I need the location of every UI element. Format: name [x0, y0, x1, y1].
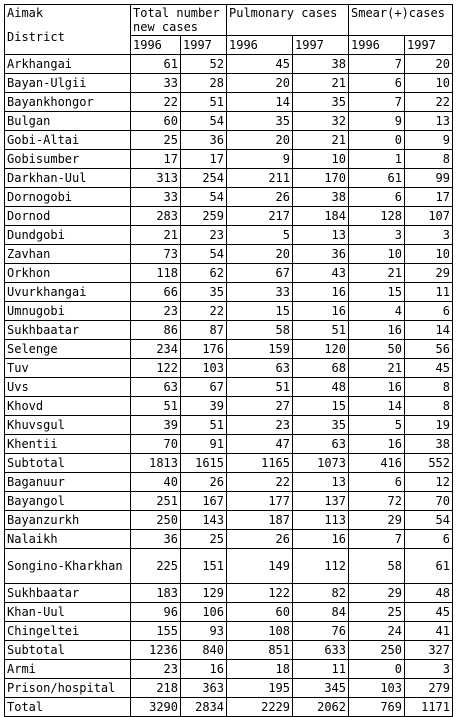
row-value-cell: 103: [349, 679, 405, 698]
row-value-cell: 25: [181, 530, 227, 549]
row-value-cell: 70: [405, 492, 453, 511]
row-value-cell: 21: [293, 74, 349, 93]
table-header: [5, 5, 453, 55]
row-value-cell: 45: [405, 603, 453, 622]
row-value-cell: 2062: [293, 698, 349, 717]
row-district-name: Nalaikh: [5, 530, 131, 549]
table-row: [5, 584, 453, 603]
row-value-cell: 61: [131, 55, 181, 74]
table-row: [5, 492, 453, 511]
row-value-cell: 54: [405, 511, 453, 530]
table-row: [5, 283, 453, 302]
row-value-cell: 50: [349, 340, 405, 359]
row-district-name: Baganuur: [5, 473, 131, 492]
header-year-0: 1996: [131, 36, 181, 55]
row-value-cell: 187: [227, 511, 293, 530]
row-district-name: Tuv: [5, 359, 131, 378]
row-district-name: Prison/hospital: [5, 679, 131, 698]
row-value-cell: 10: [405, 245, 453, 264]
tb-cases-table: [4, 4, 453, 717]
row-value-cell: 54: [181, 112, 227, 131]
row-value-cell: 23: [227, 416, 293, 435]
row-value-cell: 41: [405, 622, 453, 641]
row-value-cell: 20: [227, 245, 293, 264]
row-value-cell: 0: [349, 131, 405, 150]
header-year-4: 1996: [349, 36, 405, 55]
row-value-cell: 63: [227, 359, 293, 378]
row-value-cell: 63: [293, 435, 349, 454]
row-value-cell: 6: [405, 530, 453, 549]
table-row: [5, 55, 453, 74]
row-district-name: Total: [5, 698, 131, 717]
row-value-cell: 184: [293, 207, 349, 226]
row-value-cell: 28: [181, 74, 227, 93]
row-value-cell: 552: [405, 454, 453, 473]
row-value-cell: 20: [405, 55, 453, 74]
table-row: [5, 603, 453, 622]
header-aimak-district: [5, 5, 131, 55]
table-row: [5, 74, 453, 93]
row-district-name: Songino-Kharkhan: [5, 549, 131, 584]
row-value-cell: 17: [131, 150, 181, 169]
row-district-name: Arkhangai: [5, 55, 131, 74]
row-district-name: Bulgan: [5, 112, 131, 131]
row-value-cell: 1073: [293, 454, 349, 473]
row-value-cell: 35: [181, 283, 227, 302]
row-value-cell: 5: [227, 226, 293, 245]
row-value-cell: 1165: [227, 454, 293, 473]
row-district-name: Bayankhongor: [5, 93, 131, 112]
row-value-cell: 112: [293, 549, 349, 584]
row-district-name: Umnugobi: [5, 302, 131, 321]
row-value-cell: 29: [405, 264, 453, 283]
row-value-cell: 3290: [131, 698, 181, 717]
row-value-cell: 61: [405, 549, 453, 584]
row-value-cell: 58: [349, 549, 405, 584]
row-value-cell: 99: [405, 169, 453, 188]
row-value-cell: 1236: [131, 641, 181, 660]
row-value-cell: 151: [181, 549, 227, 584]
row-value-cell: 61: [349, 169, 405, 188]
row-value-cell: 7: [349, 55, 405, 74]
row-district-name: Sukhbaatar: [5, 321, 131, 340]
row-value-cell: 39: [131, 416, 181, 435]
row-value-cell: 225: [131, 549, 181, 584]
row-value-cell: 82: [293, 584, 349, 603]
row-district-name: Chingeltei: [5, 622, 131, 641]
table-row: [5, 511, 453, 530]
row-district-name: Dornogobi: [5, 188, 131, 207]
row-value-cell: 33: [131, 188, 181, 207]
row-value-cell: 106: [181, 603, 227, 622]
row-value-cell: 3: [349, 226, 405, 245]
header-smear-cases: [349, 5, 453, 36]
row-value-cell: 66: [131, 283, 181, 302]
row-value-cell: 107: [405, 207, 453, 226]
row-value-cell: 91: [181, 435, 227, 454]
row-district-name: Orkhon: [5, 264, 131, 283]
row-value-cell: 0: [349, 660, 405, 679]
table-row: [5, 397, 453, 416]
row-value-cell: 38: [405, 435, 453, 454]
row-value-cell: 17: [181, 150, 227, 169]
header-district-label: District: [7, 30, 65, 44]
table-row: [5, 473, 453, 492]
row-value-cell: 769: [349, 698, 405, 717]
row-value-cell: 45: [405, 359, 453, 378]
table-row: [5, 226, 453, 245]
row-district-name: Armi: [5, 660, 131, 679]
row-value-cell: 11: [293, 660, 349, 679]
row-value-cell: 6: [349, 74, 405, 93]
row-value-cell: 38: [293, 55, 349, 74]
row-value-cell: 23: [181, 226, 227, 245]
row-value-cell: 51: [131, 397, 181, 416]
row-value-cell: 16: [349, 435, 405, 454]
row-value-cell: 1813: [131, 454, 181, 473]
table-row: [5, 302, 453, 321]
row-value-cell: 22: [227, 473, 293, 492]
table-row: [5, 93, 453, 112]
row-value-cell: 20: [227, 131, 293, 150]
row-value-cell: 633: [293, 641, 349, 660]
row-value-cell: 54: [181, 245, 227, 264]
row-value-cell: 149: [227, 549, 293, 584]
row-value-cell: 16: [293, 283, 349, 302]
row-value-cell: 217: [227, 207, 293, 226]
row-value-cell: 38: [293, 188, 349, 207]
row-value-cell: 21: [131, 226, 181, 245]
row-value-cell: 33: [227, 283, 293, 302]
row-value-cell: 24: [349, 622, 405, 641]
row-district-name: Khan-Uul: [5, 603, 131, 622]
row-value-cell: 9: [405, 131, 453, 150]
table-row: [5, 264, 453, 283]
row-value-cell: 15: [293, 397, 349, 416]
row-district-name: Bayanzurkh: [5, 511, 131, 530]
table-row: [5, 641, 453, 660]
table-row: [5, 169, 453, 188]
table-row: [5, 131, 453, 150]
row-value-cell: 167: [181, 492, 227, 511]
row-value-cell: 250: [349, 641, 405, 660]
row-value-cell: 87: [181, 321, 227, 340]
row-value-cell: 17: [405, 188, 453, 207]
row-value-cell: 122: [227, 584, 293, 603]
row-value-cell: 137: [293, 492, 349, 511]
row-value-cell: 103: [181, 359, 227, 378]
row-value-cell: 118: [131, 264, 181, 283]
row-value-cell: 21: [349, 264, 405, 283]
row-value-cell: 68: [293, 359, 349, 378]
row-value-cell: 27: [227, 397, 293, 416]
row-value-cell: 35: [227, 112, 293, 131]
row-value-cell: 16: [349, 321, 405, 340]
row-district-name: Khuvsgul: [5, 416, 131, 435]
row-value-cell: 29: [349, 511, 405, 530]
row-value-cell: 6: [349, 188, 405, 207]
row-district-name: Selenge: [5, 340, 131, 359]
row-value-cell: 15: [349, 283, 405, 302]
row-value-cell: 21: [293, 131, 349, 150]
row-value-cell: 62: [181, 264, 227, 283]
row-value-cell: 12: [405, 473, 453, 492]
row-value-cell: 72: [349, 492, 405, 511]
header-pulmonary-cases: [227, 5, 349, 36]
row-value-cell: 7: [349, 93, 405, 112]
row-district-name: Bayan-Ulgii: [5, 74, 131, 93]
table-row: [5, 435, 453, 454]
row-value-cell: 63: [131, 378, 181, 397]
row-value-cell: 211: [227, 169, 293, 188]
table-row: [5, 359, 453, 378]
row-district-name: Subtotal: [5, 641, 131, 660]
row-value-cell: 416: [349, 454, 405, 473]
row-value-cell: 851: [227, 641, 293, 660]
row-value-cell: 14: [349, 397, 405, 416]
table-row: [5, 622, 453, 641]
row-district-name: Khovd: [5, 397, 131, 416]
row-value-cell: 9: [227, 150, 293, 169]
table-row: [5, 549, 453, 584]
row-value-cell: 86: [131, 321, 181, 340]
header-total-line2: new cases: [133, 20, 199, 34]
row-value-cell: 8: [405, 378, 453, 397]
row-value-cell: 122: [131, 359, 181, 378]
row-value-cell: 143: [181, 511, 227, 530]
header-year-1: 1997: [181, 36, 227, 55]
row-value-cell: 35: [293, 93, 349, 112]
row-value-cell: 51: [227, 378, 293, 397]
header-year-5: 1997: [405, 36, 453, 55]
table-row: [5, 245, 453, 264]
table-row: [5, 378, 453, 397]
row-value-cell: 2834: [181, 698, 227, 717]
row-value-cell: 48: [293, 378, 349, 397]
row-value-cell: 22: [131, 93, 181, 112]
row-value-cell: 26: [181, 473, 227, 492]
header-total-new-cases: [131, 5, 227, 36]
row-value-cell: 6: [349, 473, 405, 492]
row-district-name: Gobisumber: [5, 150, 131, 169]
row-value-cell: 29: [349, 584, 405, 603]
row-value-cell: 2229: [227, 698, 293, 717]
row-value-cell: 84: [293, 603, 349, 622]
row-value-cell: 51: [181, 93, 227, 112]
row-value-cell: 5: [349, 416, 405, 435]
row-district-name: Subtotal: [5, 454, 131, 473]
row-value-cell: 58: [227, 321, 293, 340]
row-value-cell: 11: [405, 283, 453, 302]
table-row: [5, 660, 453, 679]
table-row: [5, 530, 453, 549]
row-value-cell: 279: [405, 679, 453, 698]
row-value-cell: 8: [405, 397, 453, 416]
row-value-cell: 327: [405, 641, 453, 660]
row-value-cell: 6: [405, 302, 453, 321]
row-value-cell: 9: [349, 112, 405, 131]
row-value-cell: 35: [293, 416, 349, 435]
row-value-cell: 16: [293, 530, 349, 549]
row-value-cell: 840: [181, 641, 227, 660]
row-value-cell: 40: [131, 473, 181, 492]
row-value-cell: 25: [131, 131, 181, 150]
row-district-name: Zavhan: [5, 245, 131, 264]
row-value-cell: 13: [293, 226, 349, 245]
row-value-cell: 32: [293, 112, 349, 131]
row-value-cell: 48: [405, 584, 453, 603]
row-value-cell: 67: [181, 378, 227, 397]
row-value-cell: 176: [181, 340, 227, 359]
header-pulmonary-line1: Pulmonary cases: [229, 6, 338, 20]
row-value-cell: 51: [181, 416, 227, 435]
row-value-cell: 45: [227, 55, 293, 74]
table-row: [5, 679, 453, 698]
table-row: [5, 698, 453, 717]
row-value-cell: 251: [131, 492, 181, 511]
table-row: [5, 416, 453, 435]
row-value-cell: 108: [227, 622, 293, 641]
row-value-cell: 313: [131, 169, 181, 188]
row-value-cell: 3: [405, 226, 453, 245]
row-value-cell: 15: [227, 302, 293, 321]
row-value-cell: 218: [131, 679, 181, 698]
row-value-cell: 159: [227, 340, 293, 359]
row-value-cell: 19: [405, 416, 453, 435]
row-value-cell: 177: [227, 492, 293, 511]
row-value-cell: 10: [405, 74, 453, 93]
row-value-cell: 22: [181, 302, 227, 321]
row-value-cell: 33: [131, 74, 181, 93]
row-value-cell: 36: [131, 530, 181, 549]
table-row: [5, 207, 453, 226]
row-value-cell: 3: [405, 660, 453, 679]
table-row: [5, 340, 453, 359]
row-value-cell: 21: [349, 359, 405, 378]
row-value-cell: 56: [405, 340, 453, 359]
row-value-cell: 1615: [181, 454, 227, 473]
header-aimak-label: Aimak: [7, 6, 44, 20]
row-value-cell: 23: [131, 302, 181, 321]
table-body: [5, 55, 453, 717]
row-value-cell: 22: [405, 93, 453, 112]
row-value-cell: 283: [131, 207, 181, 226]
row-value-cell: 363: [181, 679, 227, 698]
row-value-cell: 16: [181, 660, 227, 679]
row-value-cell: 183: [131, 584, 181, 603]
row-value-cell: 60: [131, 112, 181, 131]
row-value-cell: 93: [181, 622, 227, 641]
row-value-cell: 7: [349, 530, 405, 549]
table-row: [5, 112, 453, 131]
row-value-cell: 96: [131, 603, 181, 622]
row-district-name: Khentii: [5, 435, 131, 454]
row-value-cell: 170: [293, 169, 349, 188]
row-value-cell: 16: [293, 302, 349, 321]
header-row-groups: [5, 5, 453, 36]
row-value-cell: 47: [227, 435, 293, 454]
row-value-cell: 26: [227, 530, 293, 549]
row-value-cell: 52: [181, 55, 227, 74]
row-value-cell: 36: [181, 131, 227, 150]
row-value-cell: 13: [293, 473, 349, 492]
row-value-cell: 43: [293, 264, 349, 283]
header-year-3: 1997: [293, 36, 349, 55]
row-value-cell: 14: [405, 321, 453, 340]
table-row: [5, 188, 453, 207]
row-value-cell: 129: [181, 584, 227, 603]
header-smear-line1: Smear(+)cases: [351, 6, 445, 20]
row-value-cell: 195: [227, 679, 293, 698]
row-value-cell: 73: [131, 245, 181, 264]
row-district-name: Uvs: [5, 378, 131, 397]
row-value-cell: 70: [131, 435, 181, 454]
row-value-cell: 54: [181, 188, 227, 207]
row-value-cell: 259: [181, 207, 227, 226]
row-value-cell: 8: [405, 150, 453, 169]
row-value-cell: 67: [227, 264, 293, 283]
table-row: [5, 454, 453, 473]
row-value-cell: 155: [131, 622, 181, 641]
row-value-cell: 128: [349, 207, 405, 226]
row-value-cell: 234: [131, 340, 181, 359]
row-district-name: Dornod: [5, 207, 131, 226]
table-row: [5, 150, 453, 169]
header-year-2: 1996: [227, 36, 293, 55]
row-district-name: Gobi-Altai: [5, 131, 131, 150]
row-value-cell: 345: [293, 679, 349, 698]
row-district-name: Darkhan-Uul: [5, 169, 131, 188]
row-district-name: Dundgobi: [5, 226, 131, 245]
row-value-cell: 1171: [405, 698, 453, 717]
row-value-cell: 51: [293, 321, 349, 340]
row-value-cell: 250: [131, 511, 181, 530]
row-value-cell: 20: [227, 74, 293, 93]
row-value-cell: 10: [293, 150, 349, 169]
header-total-line1: Total number: [133, 6, 220, 20]
row-value-cell: 13: [405, 112, 453, 131]
row-value-cell: 18: [227, 660, 293, 679]
row-district-name: Sukhbaatar: [5, 584, 131, 603]
row-value-cell: 14: [227, 93, 293, 112]
row-value-cell: 113: [293, 511, 349, 530]
row-value-cell: 36: [293, 245, 349, 264]
row-value-cell: 16: [349, 378, 405, 397]
row-value-cell: 60: [227, 603, 293, 622]
row-value-cell: 10: [349, 245, 405, 264]
table-row: [5, 321, 453, 340]
row-value-cell: 4: [349, 302, 405, 321]
row-value-cell: 76: [293, 622, 349, 641]
row-value-cell: 120: [293, 340, 349, 359]
row-value-cell: 23: [131, 660, 181, 679]
row-value-cell: 254: [181, 169, 227, 188]
row-district-name: Uvurkhangai: [5, 283, 131, 302]
row-value-cell: 1: [349, 150, 405, 169]
row-value-cell: 39: [181, 397, 227, 416]
row-value-cell: 25: [349, 603, 405, 622]
row-district-name: Bayangol: [5, 492, 131, 511]
row-value-cell: 26: [227, 188, 293, 207]
